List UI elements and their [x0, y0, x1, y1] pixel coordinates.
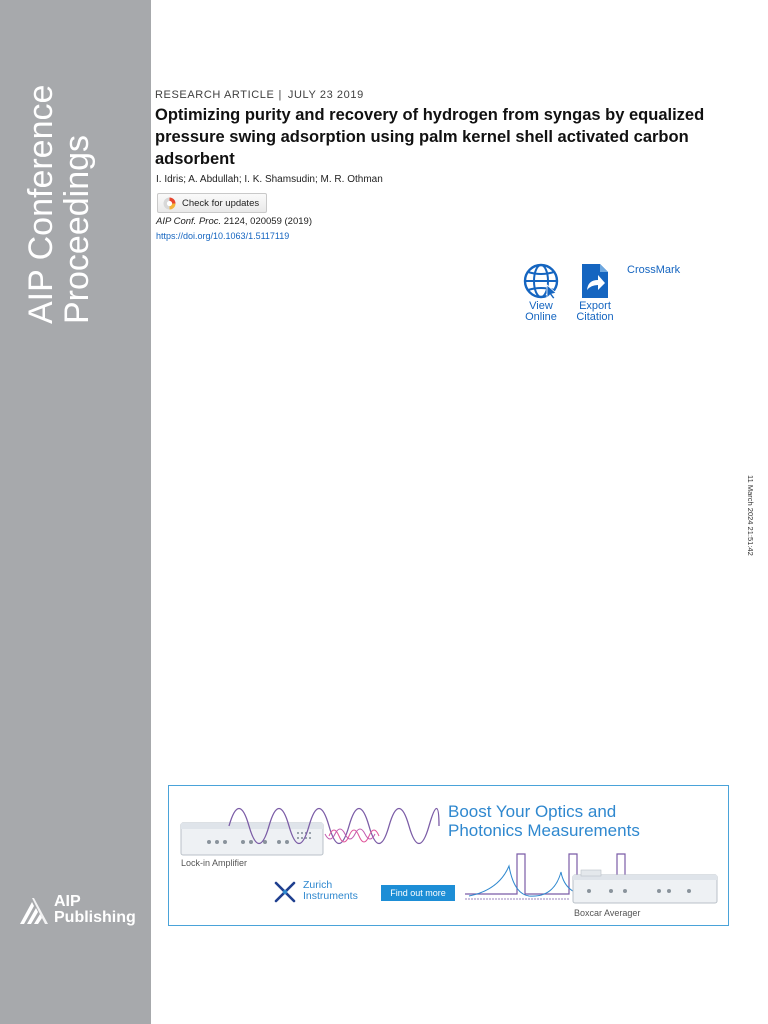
author-list[interactable]: I. Idris; A. Abdullah; I. K. Shamsudin; M. R. Othman — [156, 174, 383, 185]
export-line1: Export — [579, 300, 611, 312]
ad-headline-line2: Photonics Measurements — [448, 821, 640, 840]
view-online-line1: View — [529, 300, 553, 312]
publisher-name — [54, 894, 136, 926]
lock-in-caption: Lock-in Amplifier — [181, 858, 248, 868]
view-online-line2: Online — [525, 311, 557, 323]
zi-line2: Instruments — [303, 890, 358, 902]
citation-details: 2124, 020059 (2019) — [221, 216, 312, 227]
publisher-logo[interactable] — [18, 894, 148, 928]
lock-in-amplifier-image — [181, 823, 323, 855]
publisher-line2: Publishing — [54, 909, 136, 926]
citation — [156, 216, 312, 227]
crossmark-link[interactable]: CrossMark — [627, 264, 681, 276]
check-updates-icon — [163, 197, 176, 210]
aip-logo-icon — [18, 896, 50, 926]
export-line2: Citation — [576, 311, 614, 323]
citation-journal: AIP Conf. Proc. — [156, 216, 222, 227]
ad-headline-line1: Boost Your Optics and — [448, 802, 617, 821]
advertisement-banner[interactable] — [168, 785, 729, 926]
journal-title — [23, 24, 95, 324]
check-for-updates-button[interactable] — [157, 193, 267, 213]
zurich-instruments-logo — [273, 879, 373, 907]
export-citation-button[interactable] — [572, 263, 618, 323]
view-online-button[interactable] — [519, 263, 563, 323]
zurich-instruments-icon — [273, 881, 297, 903]
meta-separator: | — [278, 89, 282, 101]
check-updates-label: Check for updates — [182, 198, 260, 209]
export-icon — [580, 263, 610, 299]
journal-title-line2: Proceedings — [58, 134, 96, 324]
article-title: Optimizing purity and recovery of hydrogen from syngas by equalized pressure swing adsorption using palm kernel shell activated carbon adsorbent — [155, 106, 705, 168]
download-timestamp: 11 March 2024 21:51:42 — [746, 475, 755, 556]
article-meta — [155, 89, 364, 101]
zurich-instruments-text — [303, 880, 358, 902]
find-out-more-button[interactable]: Find out more — [381, 885, 455, 901]
journal-sidebar — [0, 0, 151, 1024]
ad-headline — [448, 802, 708, 840]
doi-link[interactable]: https://doi.org/10.1063/1.5117119 — [156, 231, 290, 241]
globe-icon — [522, 263, 560, 299]
boxcar-caption: Boxcar Averager — [574, 908, 641, 918]
article-type: RESEARCH ARTICLE — [155, 89, 275, 101]
article-date: JULY 23 2019 — [287, 89, 364, 101]
journal-title-line1: AIP Conference — [22, 84, 60, 324]
boxcar-averager-image — [573, 870, 717, 903]
zi-line1: Zurich — [303, 879, 333, 891]
publisher-line1: AIP — [54, 893, 81, 910]
